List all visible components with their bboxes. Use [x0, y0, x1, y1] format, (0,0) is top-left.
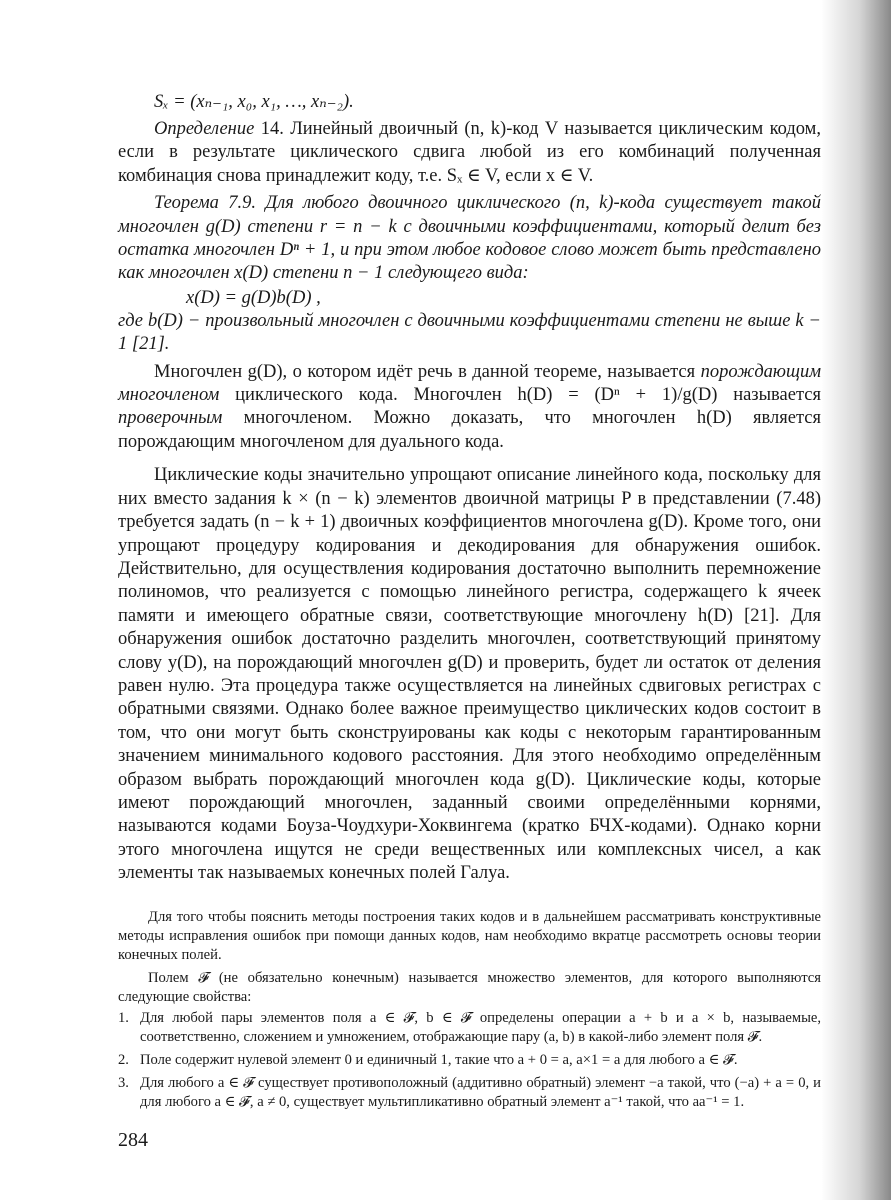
generator-part2: циклического кода. Многочлен h(D) = (Dⁿ + 1)/g(D) называется — [219, 385, 821, 406]
list-item-text: Поле содержит нулевой элемент 0 и единичный 1, такие что a + 0 = a, a×1 = a для любого a ∈ 𝓕. — [140, 1052, 738, 1069]
theorem-text: 7.9. Для любого двоичного циклического (n, k)-кода существует такой многочлен g(D) степени r = n − k с двоичными коэффициентами, который делит без остатка многочлен Dⁿ + 1, и при этом любое кодовое слово может быть представлено как многочлен x(D) степени n − 1 следующего вида: — [118, 193, 821, 284]
list-item — [118, 1074, 821, 1112]
list-item-number: 1. — [118, 1010, 129, 1027]
scan-shadow-edge — [821, 0, 891, 1200]
generator-part3: многочленом. Можно доказать, что многочлен h(D) является порождающим многочленом для дуального кода. — [118, 408, 821, 452]
theorem-7-9 — [118, 192, 821, 286]
formula-codeword-product: x(D) = g(D)b(D) , — [186, 287, 321, 308]
term-check: проверочным — [118, 408, 223, 429]
field-properties-list — [118, 1009, 821, 1112]
paragraph-intro-fields: Для того чтобы пояснить методы построения таких кодов и в дальнейшем рассматривать конструктивные методы исправления ошибок при помощи данных кодов, нам необходимо вкратце рассмотреть основы теории конечных полей. — [118, 908, 821, 963]
page-body — [118, 90, 821, 1117]
paragraph-cyclic-codes: Циклические коды значительно упрощают описание линейного кода, поскольку для них вместо задания k × (n − k) элементов двоичной матрицы P в представлении (7.48) требуется задать (n − k + 1) двоичных коэффициентов многочлена g(D). Кроме того, они упрощают процедуру кодирования и декодирования для обнаружения ошибок. Действительно, для осуществления кодирования достаточно выполнить перемножение полиномов, что реализуется с помощью линейного регистра, содержащего k ячеек памяти и имеющего обратные связи, соответствующие многочлену h(D) [21]. Для обнаружения ошибок достаточно разделить многочлен, соответствующий принятому слову y(D), на порождающий многочлен g(D) и проверить, будет ли остаток от деления равен нулю. Эта процедура также осуществляется на линейных сдвиговых регистрах с обратными связями. Однако более важное преимущество циклических кодов состоит в том, что они могут быть сконструированы как коды с некоторым гарантированным значением минимального кодового расстояния. Для этого необходимо определённым образом выбрать порождающий многочлен кода g(D). Циклические коды, которые имеют порождающий многочлен, заданный своими определёнными корнями, называются кодами Боуза-Чоудхури-Хоквингема (кратко БЧХ-кодами). Однако корни этого многочлена ищутся не среди вещественных или комплексных чисел, а как элементы так называемых конечных полей Галуа. — [118, 465, 821, 884]
formula-cyclic-shift: Sₓ = (xₙ₋₁, x₀, x₁, …, xₙ₋₂). — [154, 92, 354, 112]
definition-label: Определение — [154, 119, 255, 139]
list-item — [118, 1009, 821, 1047]
list-item-number: 2. — [118, 1052, 129, 1069]
where-clause: где b(D) − произвольный многочлен с двоичными коэффициентами степени не выше k − 1 [21]. — [118, 310, 821, 355]
small-text-block — [118, 908, 821, 1113]
theorem-label: Теорема — [154, 193, 219, 214]
list-item-number: 3. — [118, 1075, 129, 1092]
paragraph-generator-polynomial — [118, 361, 821, 455]
list-item — [118, 1051, 821, 1070]
term-generator: порождающим многочленом — [118, 361, 821, 406]
list-item-text: Для любого a ∈ 𝓕 существует противоположный (аддитивно обратный) элемент −a такой, что (−a) + a = 0, и для любого a ∈ 𝓕, a ≠ 0, существует мультипликативно обратный элемент a⁻¹ такой, что aa⁻¹ = 1. — [140, 1075, 821, 1111]
generator-part1: Многочлен g(D), о котором идёт речь в данной теореме, называется — [154, 361, 701, 382]
page-number: 284 — [118, 1129, 148, 1151]
definition-14 — [118, 118, 821, 188]
main-text-block — [118, 90, 821, 886]
list-item-text: Для любой пары элементов поля a ∈ 𝓕, b ∈ 𝓕 определены операции a + b и a × b, называемые, соответственно, сложением и умножением, отображающие пару (a, b) в какой-либо элемент поля 𝓕. — [140, 1010, 821, 1046]
paragraph-field-definition: Полем 𝓕 (не обязательно конечным) называется множество элементов, для которого выполняются следующие свойства: — [118, 969, 821, 1005]
definition-text: 14. Линейный двоичный (n, k)-код V называется циклическим кодом, если в результате циклического сдвига любой из его комбинаций полученная комбинация снова принадлежит коду, т.е. Sₓ ∈ V, если x ∈ V. — [118, 119, 821, 186]
